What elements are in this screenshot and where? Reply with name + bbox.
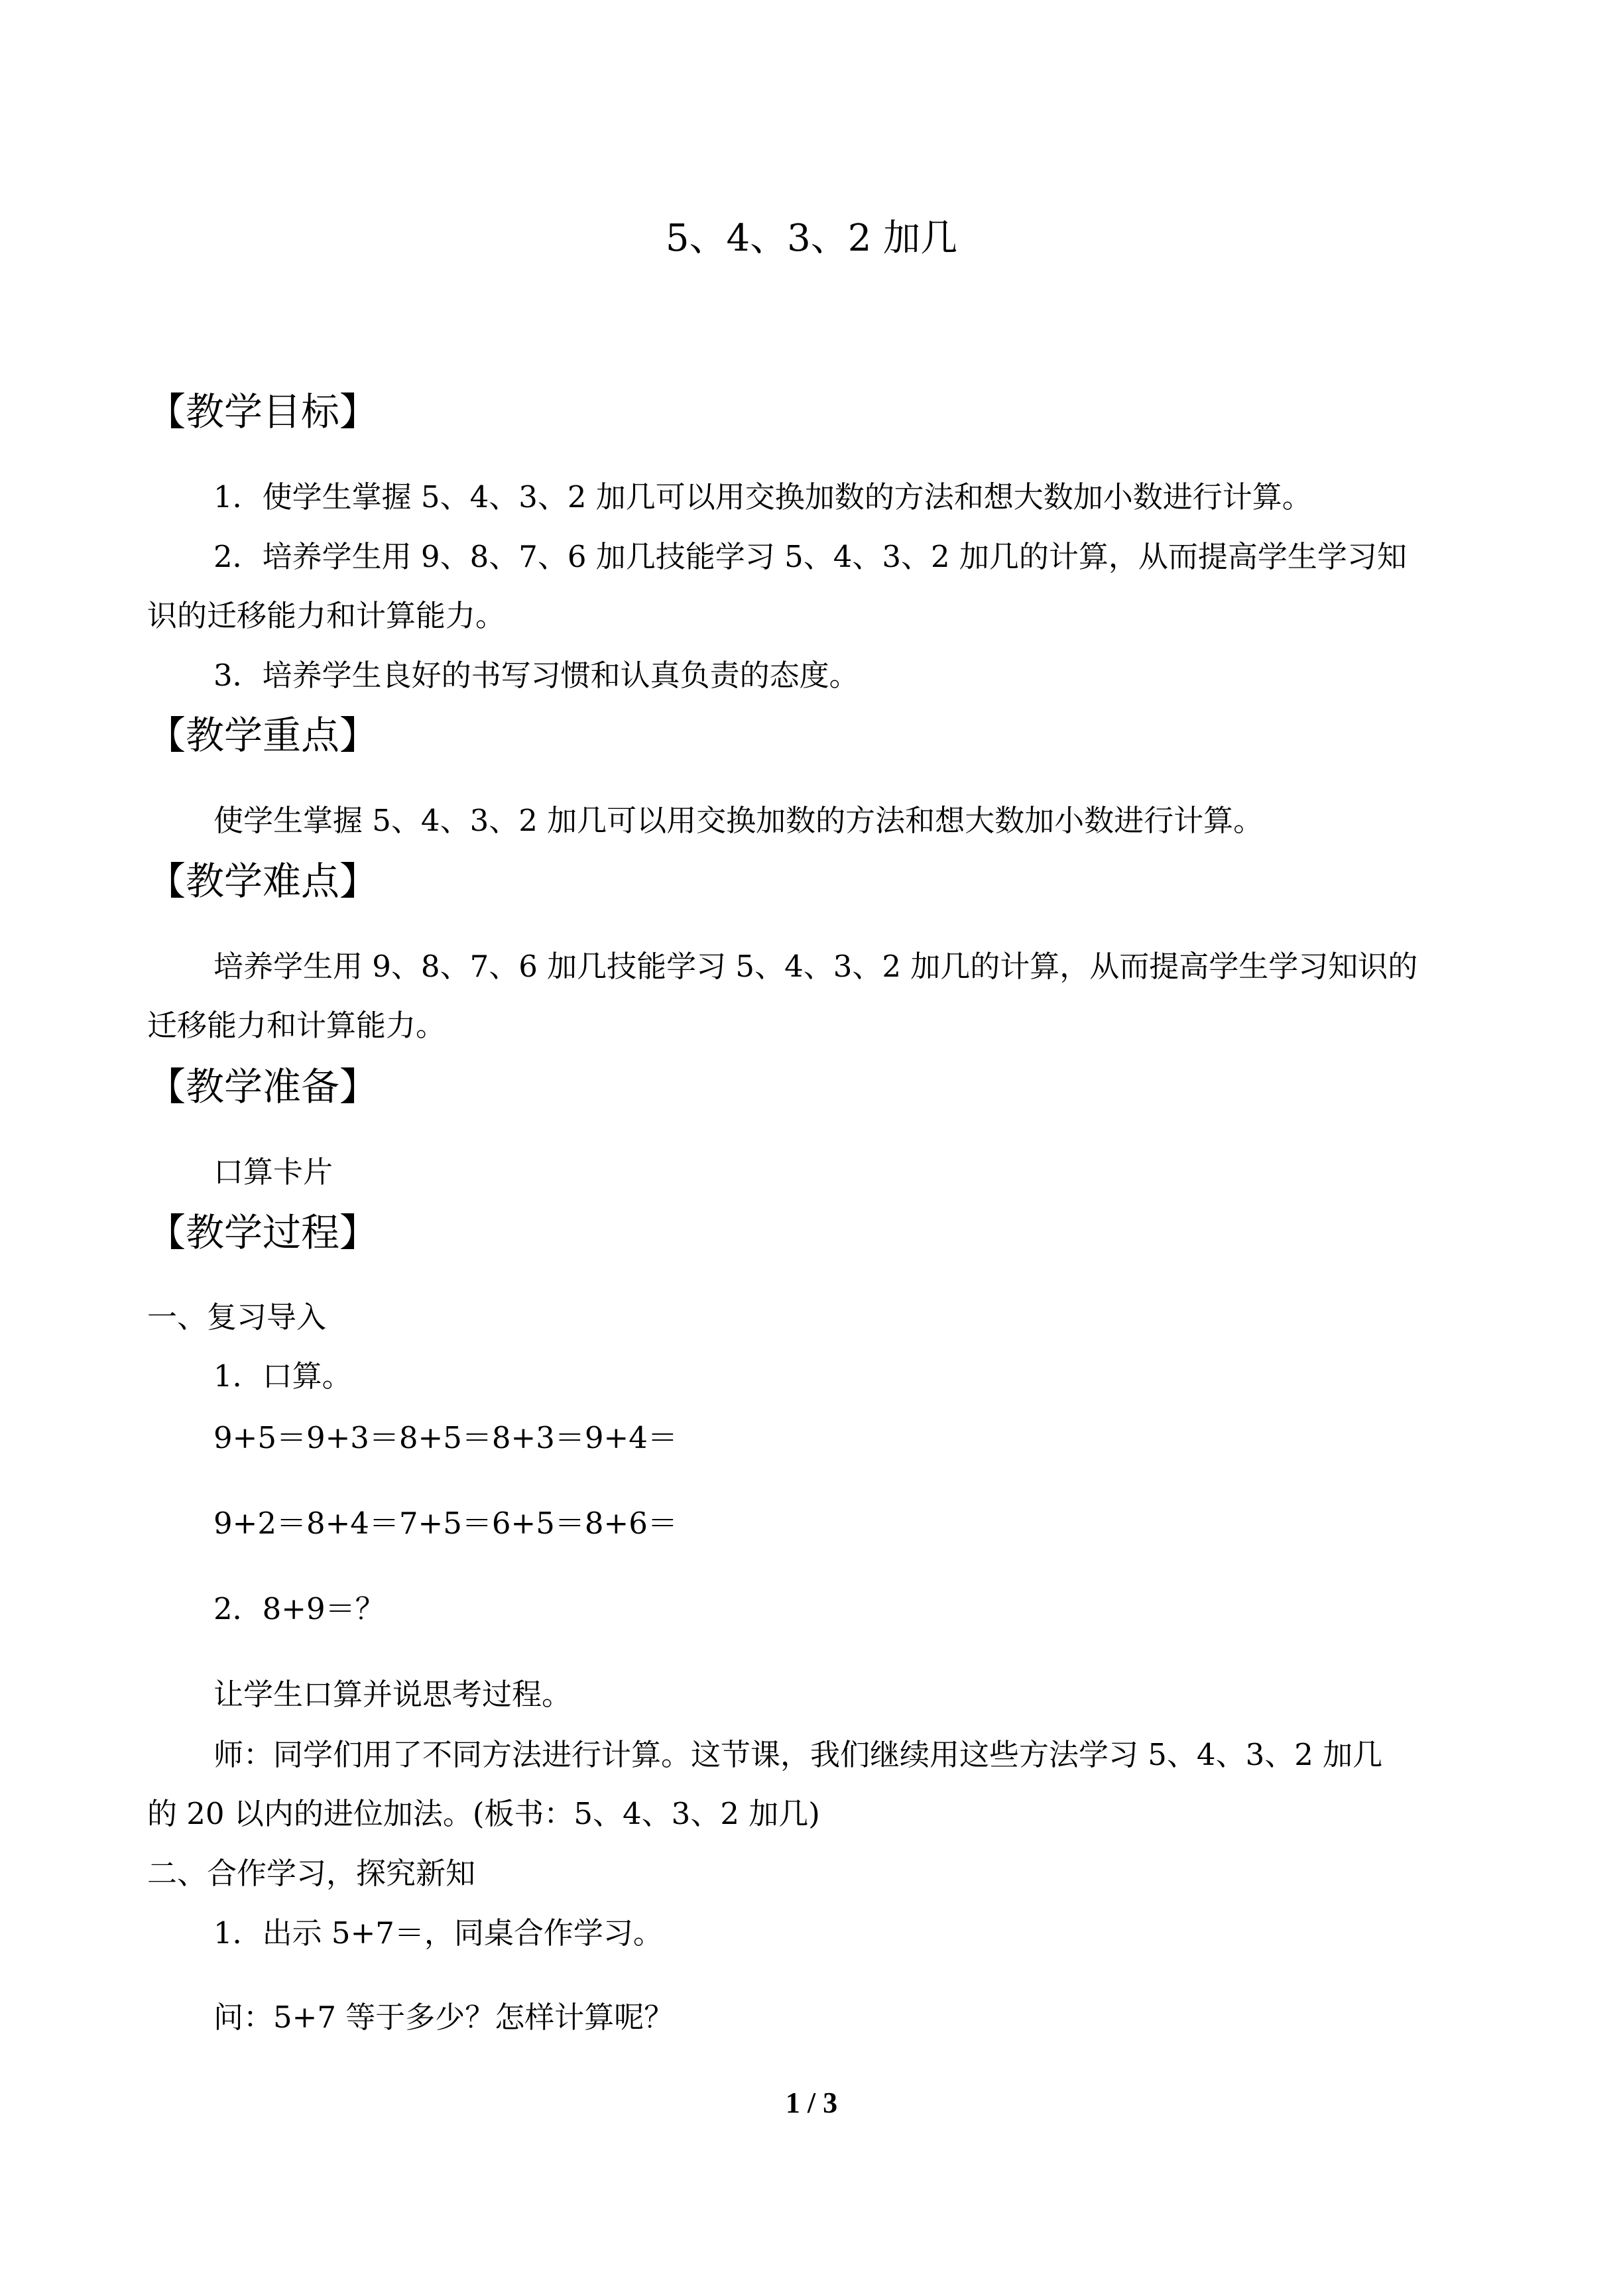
part1-instruction: 让学生口算并说思考过程。 (213, 1677, 572, 1712)
objective-2-line1: 2．培养学生用 9、8、7、6 加几技能学习 5、4、3、2 加几的计算，从而提高学生学习知 (213, 539, 1407, 574)
heading-difficulties: 【教学难点】 (147, 859, 379, 904)
objective-2-line2: 识的迁移能力和计算能力。 (147, 598, 506, 633)
page-indicator: 1 / 3 (785, 2086, 838, 2119)
mental-math-row-1: 9+5＝9+3＝8+5＝8+3＝9+4＝ (213, 1420, 678, 1455)
teacher-line-2: 的 20 以内的进位加法。(板书：5、4、3、2 加几) (147, 1796, 820, 1831)
part1-title: 一、复习导入 (147, 1299, 327, 1335)
heading-process: 【教学过程】 (147, 1210, 379, 1255)
key-points-text: 使学生掌握 5、4、3、2 加几可以用交换加数的方法和想大数加小数进行计算。 (213, 803, 1264, 838)
part2-question: 问：5+7 等于多少？怎样计算呢？ (213, 2000, 674, 2035)
mental-math-row-2: 9+2＝8+4＝7+5＝6+5＝8+6＝ (213, 1506, 678, 1541)
part1-q2: 2．8+9＝？ (213, 1591, 385, 1626)
difficulties-line1: 培养学生用 9、8、7、6 加几技能学习 5、4、3、2 加几的计算，从而提高学生学习知识的 (213, 949, 1418, 984)
objective-3: 3．培养学生良好的书写习惯和认真负责的态度。 (213, 658, 859, 693)
difficulties-line2: 迁移能力和计算能力。 (147, 1008, 446, 1043)
objective-1: 1．使学生掌握 5、4、3、2 加几可以用交换加数的方法和想大数加小数进行计算。 (213, 479, 1312, 514)
heading-key-points: 【教学重点】 (147, 713, 379, 758)
heading-objectives: 【教学目标】 (147, 389, 379, 434)
part2-item1: 1．出示 5+7＝，同桌合作学习。 (213, 1915, 663, 1951)
part2-title: 二、合作学习，探究新知 (147, 1856, 476, 1891)
document-title: 5、4、3、2 加几 (665, 217, 958, 260)
heading-preparation: 【教学准备】 (147, 1064, 379, 1109)
teacher-line-1: 师：同学们用了不同方法进行计算。这节课，我们继续用这些方法学习 5、4、3、2 加几 (213, 1737, 1383, 1772)
preparation-text: 口算卡片 (213, 1154, 333, 1189)
part1-q1: 1．口算。 (213, 1359, 352, 1394)
